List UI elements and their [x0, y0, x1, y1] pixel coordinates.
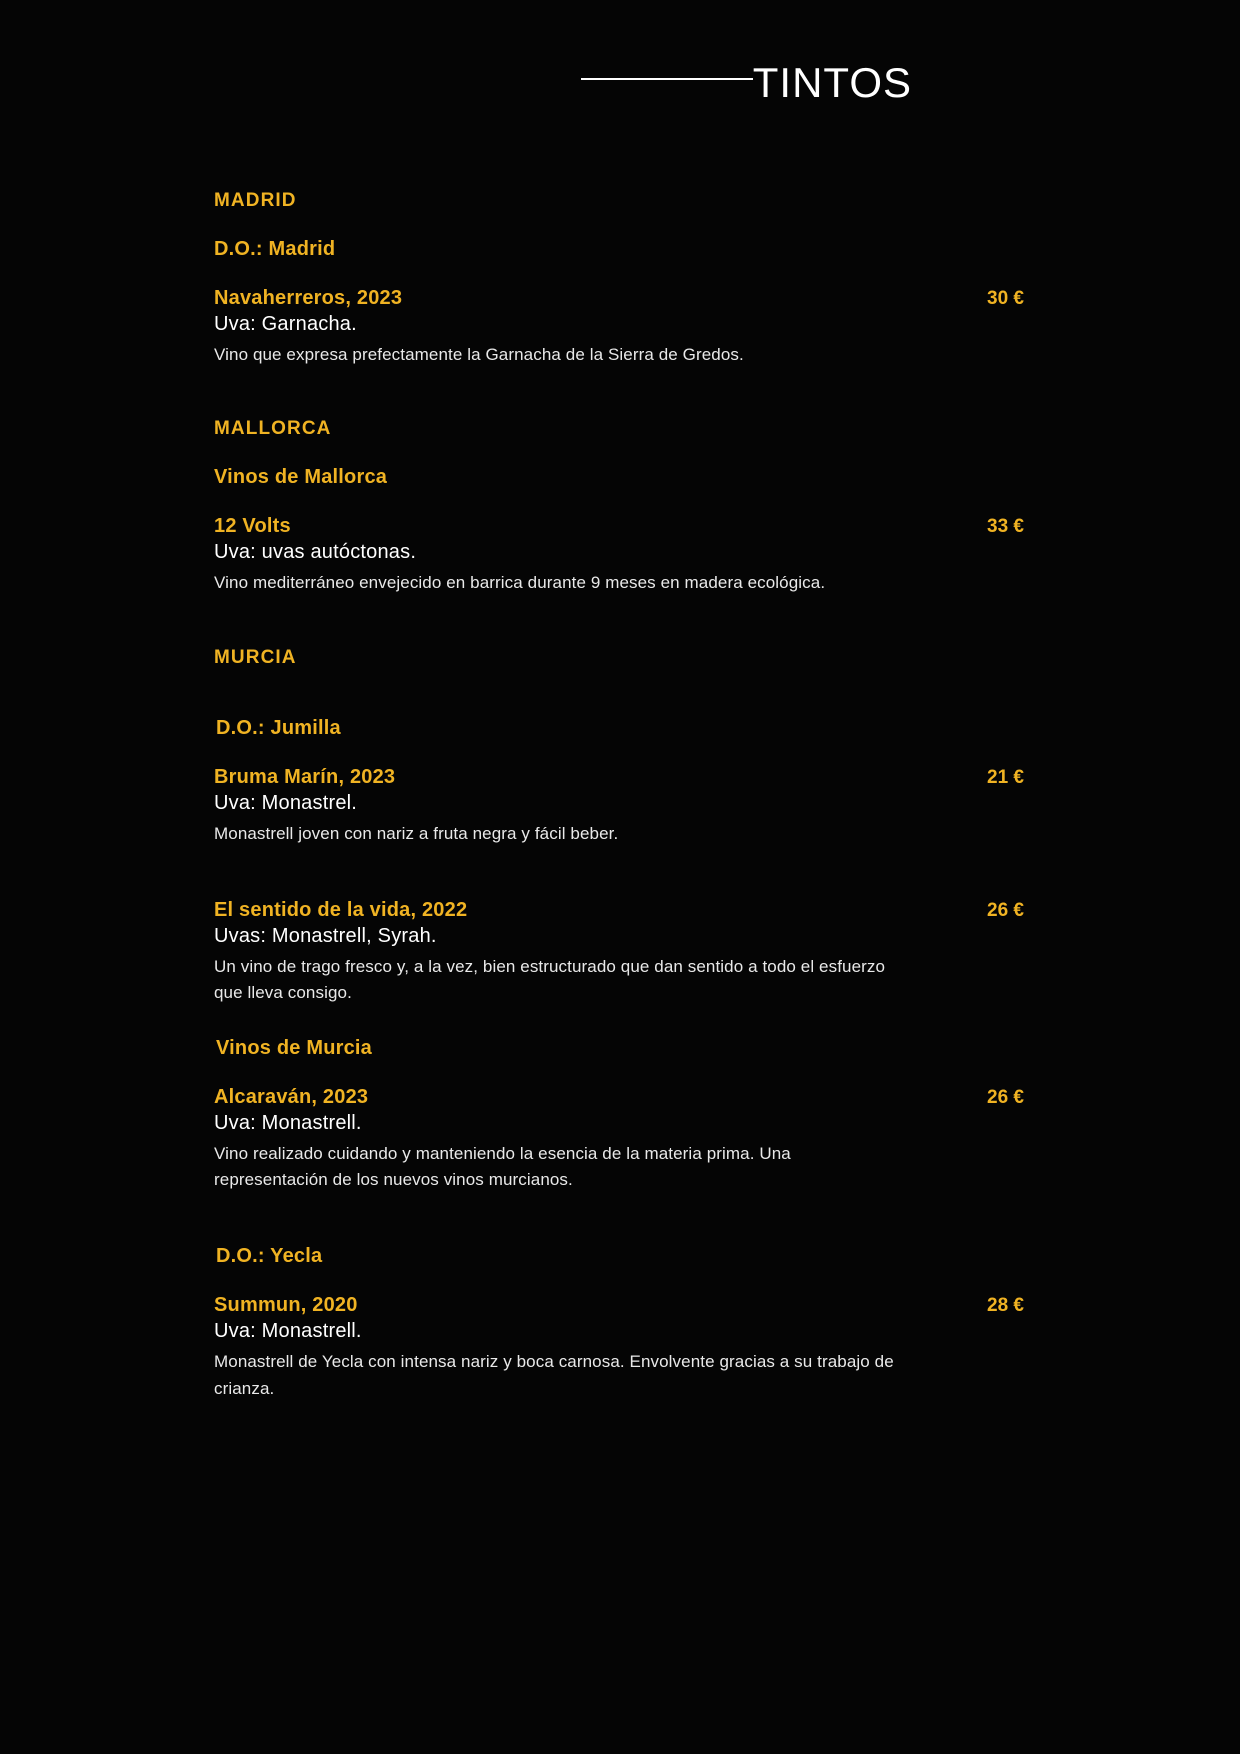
wine-item[interactable] [214, 1294, 1026, 1402]
spacer [214, 877, 1026, 899]
section-madrid [214, 190, 1026, 368]
wine-price: 28 € [987, 1295, 1024, 1317]
wine-item[interactable] [214, 766, 1026, 847]
wine-price: 33 € [987, 516, 1024, 538]
page-header [0, 59, 1240, 106]
wine-item[interactable] [214, 287, 1026, 368]
wine-price: 26 € [987, 1086, 1024, 1108]
page-title: TINTOS [752, 59, 912, 106]
spacer [214, 1223, 1026, 1245]
wine-description: Monastrell joven con nariz a fruta negra y fácil beber. [214, 823, 619, 843]
wine-name: Summun, 2020 [214, 1294, 358, 1317]
wine-item[interactable] [214, 899, 1026, 1007]
do-heading-mallorca: Vinos de Mallorca [214, 466, 388, 489]
wine-grape: Uva: Monastrel. [214, 791, 358, 814]
wine-description: Vino que expresa prefectamente la Garnacha de la Sierra de Gredos. [214, 345, 744, 364]
region-heading-mallorca: MALLORCA [214, 418, 332, 440]
do-heading-yecla: D.O.: Yecla [216, 1245, 323, 1268]
wine-name: Navaherreros, 2023 [214, 287, 403, 309]
section-mallorca [214, 418, 1026, 596]
wine-name: Bruma Marín, 2023 [214, 765, 396, 788]
wine-item[interactable] [214, 515, 1026, 596]
section-murcia [214, 647, 1026, 1402]
wine-list [214, 190, 1026, 1432]
wine-header [214, 1294, 1026, 1317]
wine-item[interactable] [214, 1086, 1026, 1194]
wine-header [214, 1086, 1026, 1109]
header-rule-icon [581, 78, 753, 80]
wine-grape: Uva: Monastrell. [214, 1320, 362, 1343]
wine-header [214, 899, 1026, 922]
do-heading-jumilla: D.O.: Jumilla [216, 716, 341, 739]
wine-description: Vino mediterráneo envejecido en barrica durante 9 meses en madera ecológica. [214, 573, 826, 593]
region-heading-madrid: MADRID [214, 190, 297, 211]
wine-name: 12 Volts [214, 515, 291, 538]
wine-header [214, 766, 1026, 789]
wine-description: Un vino de trago fresco y, a la vez, bien estructurado que dan sentido a todo el esfuerzo que lleva consigo. [214, 957, 886, 1003]
wine-description: Vino realizado cuidando y manteniendo la esencia de la materia prima. Una representación de los nuevos vinos murcianos. [214, 1143, 791, 1190]
wine-header [214, 515, 1026, 538]
wine-header [214, 287, 1026, 310]
wine-grape: Uva: Monastrell. [214, 1111, 362, 1134]
do-heading-vinos-de-murcia: Vinos de Murcia [216, 1036, 373, 1059]
wine-description: Monastrell de Yecla con intensa nariz y boca carnosa. Envolvente gracias a su trabajo de crianza. [214, 1352, 894, 1398]
wine-price: 30 € [987, 288, 1024, 309]
wine-name: El sentido de la vida, 2022 [214, 899, 468, 922]
region-heading-murcia: MURCIA [214, 646, 297, 668]
wine-grape: Uva: uvas autóctonas. [214, 541, 417, 564]
wine-price: 26 € [987, 900, 1024, 922]
wine-grape: Uva: Garnacha. [214, 313, 357, 335]
wine-price: 21 € [987, 766, 1024, 788]
do-heading-madrid: D.O.: Madrid [214, 238, 336, 260]
spacer [214, 695, 1026, 717]
wine-grape: Uvas: Monastrell, Syrah. [214, 925, 437, 948]
wine-name: Alcaraván, 2023 [214, 1085, 369, 1108]
